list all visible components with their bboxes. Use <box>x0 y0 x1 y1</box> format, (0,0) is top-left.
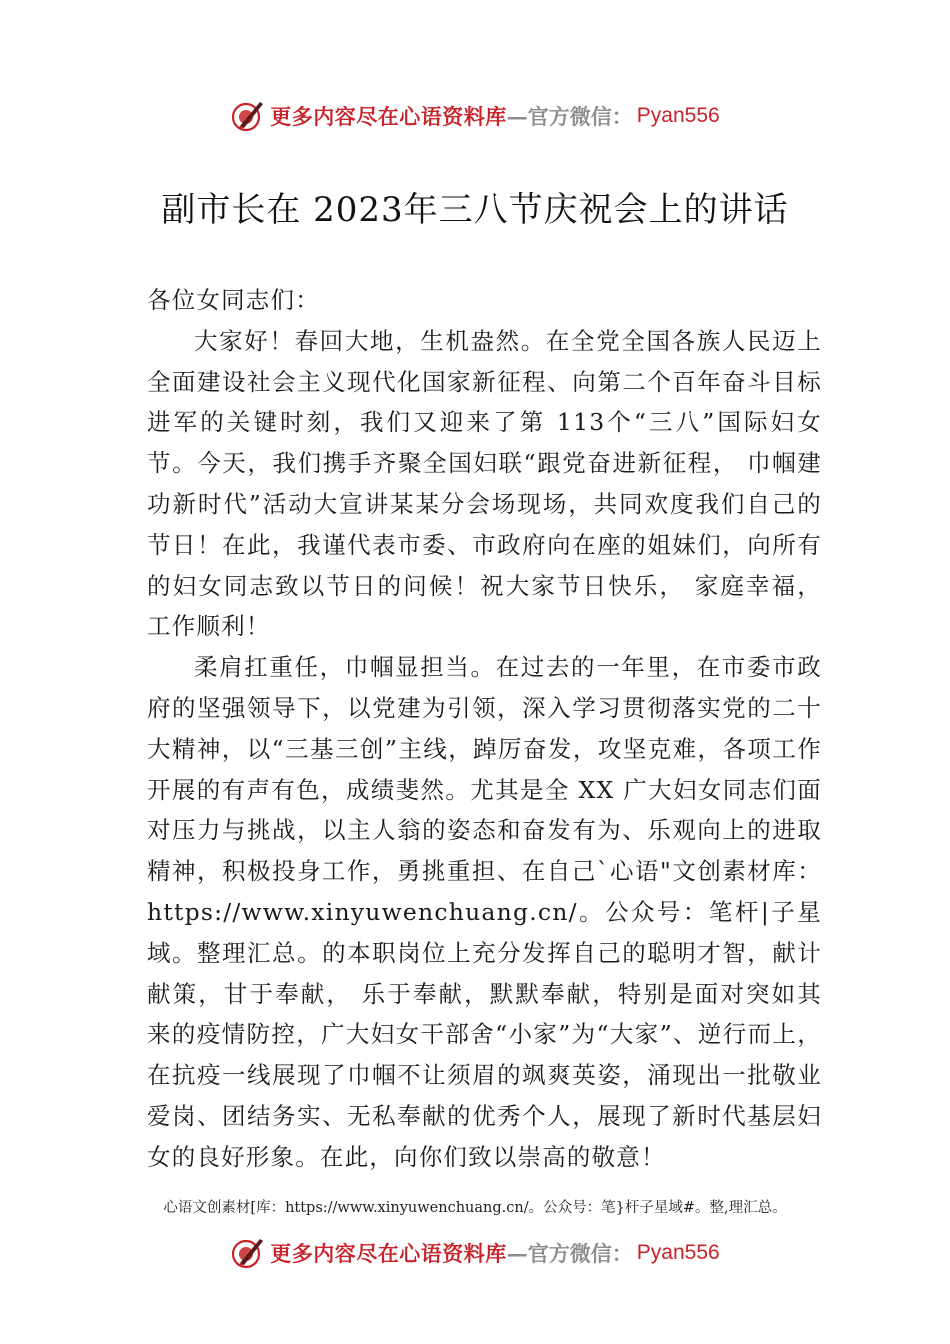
pen-logo-icon <box>230 1235 266 1271</box>
banner-wechat-id: Pyan556 <box>636 1241 720 1264</box>
banner-slogan: 更多内容尽在心语资料库 <box>270 1241 507 1266</box>
pen-logo-icon <box>230 98 266 134</box>
salutation: 各位女同志们： <box>147 286 320 314</box>
paragraph: 柔肩扛重任，巾帼显担当。在过去的一年里，在市委市政府的坚强领导下，以党建为引领，深入学习贯彻落实党的二十大精神，以“三基三创”主线，踔厉奋发，攻坚克难，各项工作开展的有声有色，成绩斐然。尤其是全 XX 广大妇女同志们面对压力与挑战，以主人翁的姿态和奋发有为、乐观向上的进取精神，积极投身工作，勇挑重担、在自己`心语"文创素材库：https://www.xinyuwenchuang.cn/。公众号：笔杆|子星域。整理汇总。的本职岗位上充分发挥自己的聪明才智，献计献策，甘于奉献， 乐于奉献，默默奉献，特别是面对突如其来的疫情防控，广大妇女干部舍“小家”为“大家”、逆行而上，在抗疫一线展现了巾帼不让须眉的飒爽英姿，涌现出一批敬业爱岗、团结务实、无私奉献的优秀个人，展现了新时代基层妇女的良好形象。在此，向你们致以崇高的敬意！ <box>147 653 822 1171</box>
banner-separator: —官方微信： <box>506 1241 633 1266</box>
header-banner <box>0 94 950 138</box>
footer-banner <box>0 1231 950 1275</box>
document-title: 副市长在 2023年三八节庆祝会上的讲话 <box>161 190 789 230</box>
banner-separator: —官方微信： <box>506 104 633 129</box>
paragraph: 大家好！春回大地，生机盎然。在全党全国各族人民迈上全面建设社会主义现代化国家新征程、向第二个百年奋斗目标进军的关键时刻，我们又迎来了第 113个“三八”国际妇女节。今天，我们携手齐聚全国妇联“跟党奋进新征程， 巾帼建功新时代”活动大宣讲某某分会场现场，共同欢度我们自己的节日！在此，我谨代表市委、市政府向在座的姐妹们，向所有的妇女同志致以节日的问候！祝大家节日快乐， 家庭幸福，工作顺利！ <box>147 326 822 641</box>
banner-wechat-id: Pyan556 <box>636 104 720 127</box>
banner-slogan: 更多内容尽在心语资料库 <box>270 104 507 129</box>
document-body <box>147 280 822 1178</box>
footer-watermark-note: 心语文创素材[库：https://www.xinyuwenchuang.cn/。公众号：笔}杆子星域#。整,理汇总。 <box>163 1200 787 1216</box>
